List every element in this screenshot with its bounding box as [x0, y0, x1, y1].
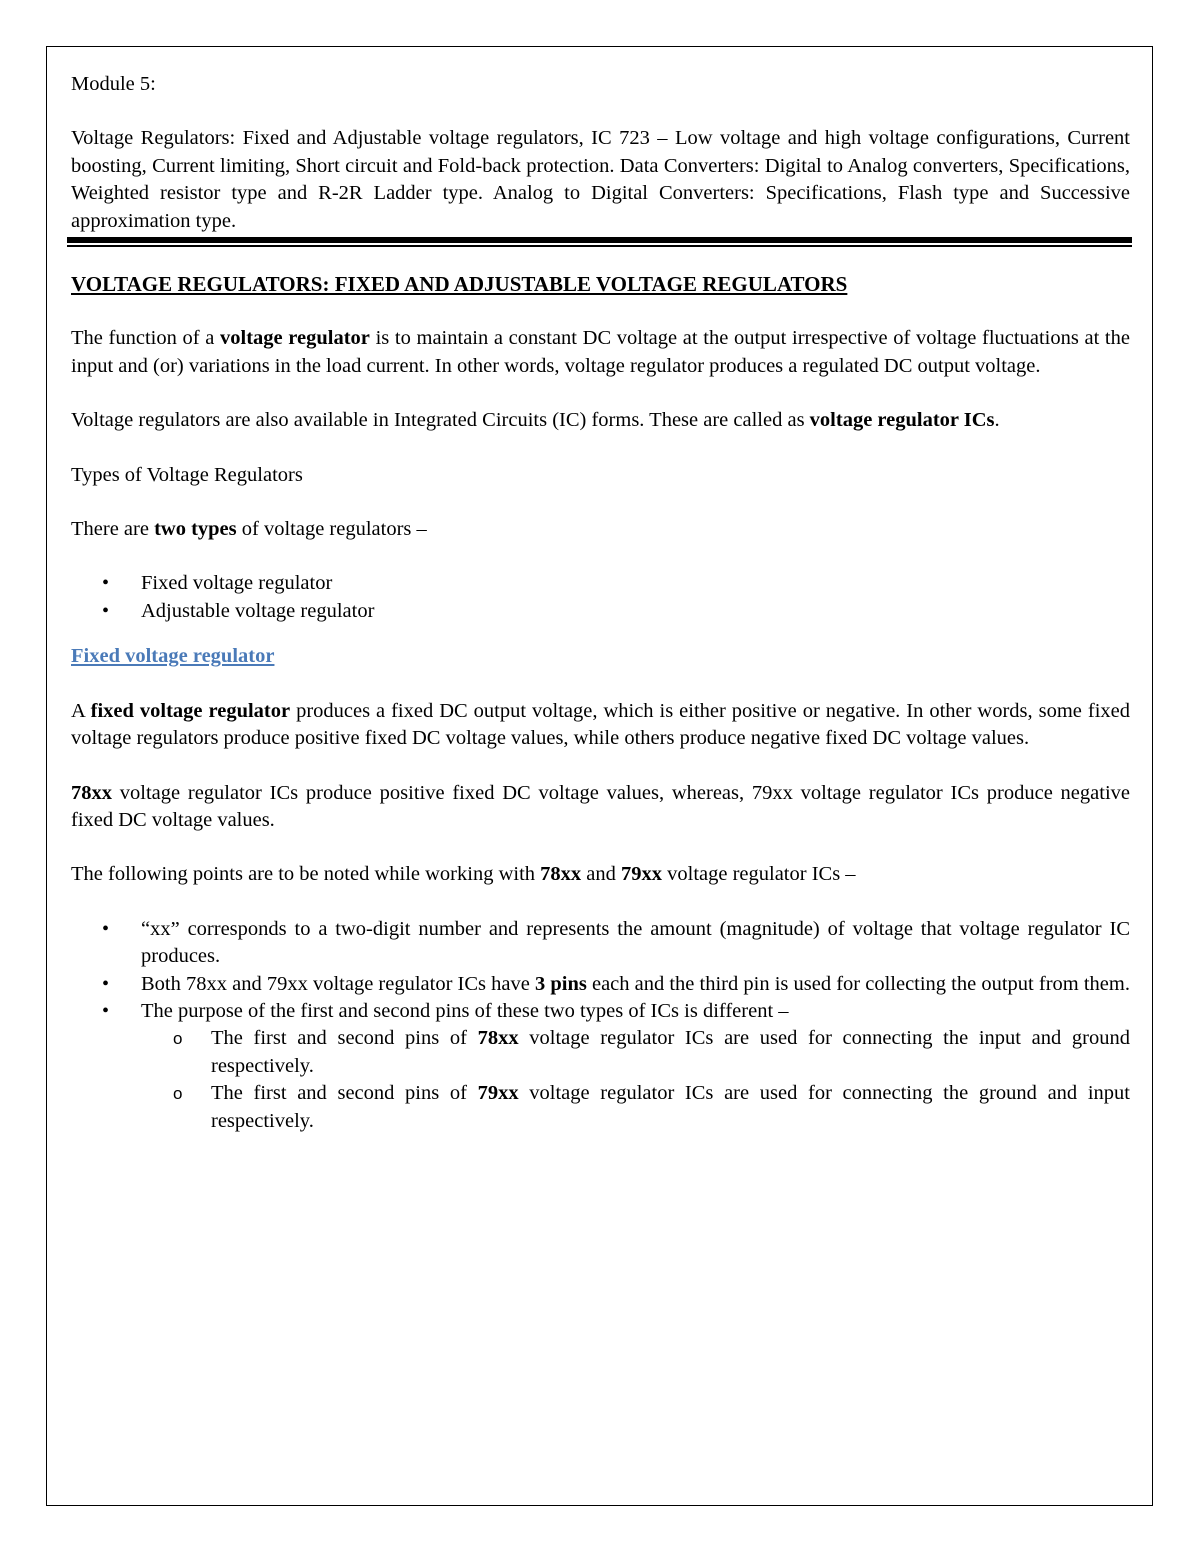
list-item: [71, 998, 1130, 1135]
list-item-text: Fixed voltage regulator: [141, 572, 333, 595]
points-intro-text-a: The following points are to be noted while working with: [71, 863, 541, 886]
syllabus-paragraph: Voltage Regulators: Fixed and Adjustable voltage regulators, IC 723 – Low voltage and high voltage configurations, Current boosting, Current limiting, Short circuit and Fold-back protection. Data Converters: Digital to Analog converters, Specifications, Weighted resistor type and R-2R Ladder type. Analog to Digital Converters: Specifications, Flash type and Successive approximation type.: [71, 127, 1130, 232]
list-item: [71, 916, 1130, 971]
list-item: [71, 570, 1130, 597]
fixed-bold-term: fixed voltage regulator: [90, 699, 291, 722]
types-intro-paragraph: [71, 516, 1130, 543]
bullet-icon: •: [102, 999, 110, 1022]
list-item-text: “xx” corresponds to a two-digit number and represents the amount (magnitude) of voltage that voltage regulator IC produces.: [141, 917, 1130, 968]
types-title: Types of Voltage Regulators: [71, 463, 303, 486]
fixed-regulator-paragraph: [71, 698, 1130, 753]
sub-bullet-icon: o: [173, 1029, 183, 1049]
intro-bold-term: voltage regulator: [220, 327, 370, 350]
double-rule-divider: [67, 237, 1132, 247]
list-item: [71, 598, 1130, 625]
bullet-icon: •: [102, 917, 110, 940]
sub-list-item-text: The first and second pins of: [211, 1082, 478, 1105]
fixed-regulator-heading-link[interactable]: Fixed voltage regulator: [71, 645, 275, 668]
bullet-icon: •: [102, 599, 110, 622]
divider-thick-line: [67, 237, 1132, 243]
78xx-bold: 78xx: [71, 781, 112, 804]
intro-text-c: is to maintain a constant DC voltage at the output irrespective of voltage fluctuations at the input and (or) variations in the load current. In other words, voltage regulator produces a regulated DC output voltage.: [71, 327, 1130, 377]
sub-list-item-bold: 78xx: [477, 1027, 519, 1050]
points-intro-text-e: voltage regulator ICs –: [662, 863, 856, 886]
bullet-icon: •: [102, 972, 110, 995]
sub-list-item-text: voltage regulator ICs are used for connecting the ground and input respectively.: [211, 1082, 1130, 1132]
list-item-bold: 3 pins: [534, 972, 587, 995]
document-body: [71, 71, 1130, 1135]
sub-list-item: [71, 1025, 1130, 1080]
points-intro-text-c: and: [581, 863, 621, 886]
types-intro-text-c: of voltage regulators –: [236, 518, 427, 541]
sub-list-item-bold: 79xx: [477, 1082, 519, 1105]
intro-paragraph: [71, 325, 1130, 380]
module-label: Module 5:: [71, 73, 156, 95]
list-item-text: each and the third pin is used for collecting the output from them.: [586, 972, 1130, 995]
ic-bold-term: voltage regulator ICs: [809, 409, 995, 432]
types-list: [71, 570, 1130, 625]
section-heading: VOLTAGE REGULATORS: FIXED AND ADJUSTABLE VOLTAGE REGULATORS: [71, 272, 848, 297]
list-item: [71, 971, 1130, 998]
78xx-paragraph: [71, 780, 1130, 835]
sub-list-item: [71, 1080, 1130, 1135]
intro-text-a: The function of a: [71, 327, 221, 350]
types-intro-text-a: There are: [71, 518, 155, 541]
fixed-text-c: produces a fixed DC output voltage, which is either positive or negative. In other words, some fixed voltage regulators produce positive fixed DC voltage values, while others produce negative fixed DC voltage values.: [71, 699, 1130, 750]
sub-list: [71, 1025, 1130, 1135]
78xx-text: voltage regulator ICs produce positive fixed DC voltage values, whereas, 79xx voltage regulator ICs produce negative fixed DC voltage values.: [71, 781, 1130, 831]
points-intro-paragraph: [71, 861, 1130, 888]
list-item-text: Both 78xx and 79xx voltage regulator ICs have: [141, 972, 535, 995]
fixed-text-a: A: [71, 699, 91, 722]
bullet-icon: •: [102, 572, 110, 595]
points-list: [71, 916, 1130, 1135]
types-intro-bold: two types: [154, 518, 237, 541]
list-item-text: The purpose of the first and second pins of these two types of ICs is different –: [141, 999, 789, 1022]
ic-text-a: Voltage regulators are also available in Integrated Circuits (IC) forms. These are called as: [71, 409, 810, 432]
divider-thin-line: [67, 245, 1132, 247]
sub-bullet-icon: o: [173, 1084, 183, 1104]
points-intro-bold-78xx: 78xx: [540, 863, 582, 886]
sub-list-item-text: The first and second pins of: [211, 1027, 478, 1050]
ic-paragraph: [71, 407, 1130, 434]
list-item-text: Adjustable voltage regulator: [141, 599, 375, 622]
ic-text-c: .: [994, 409, 1000, 432]
sub-list-item-text: voltage regulator ICs are used for connecting the input and ground respectively.: [211, 1027, 1130, 1077]
points-intro-bold-79xx: 79xx: [621, 863, 662, 886]
